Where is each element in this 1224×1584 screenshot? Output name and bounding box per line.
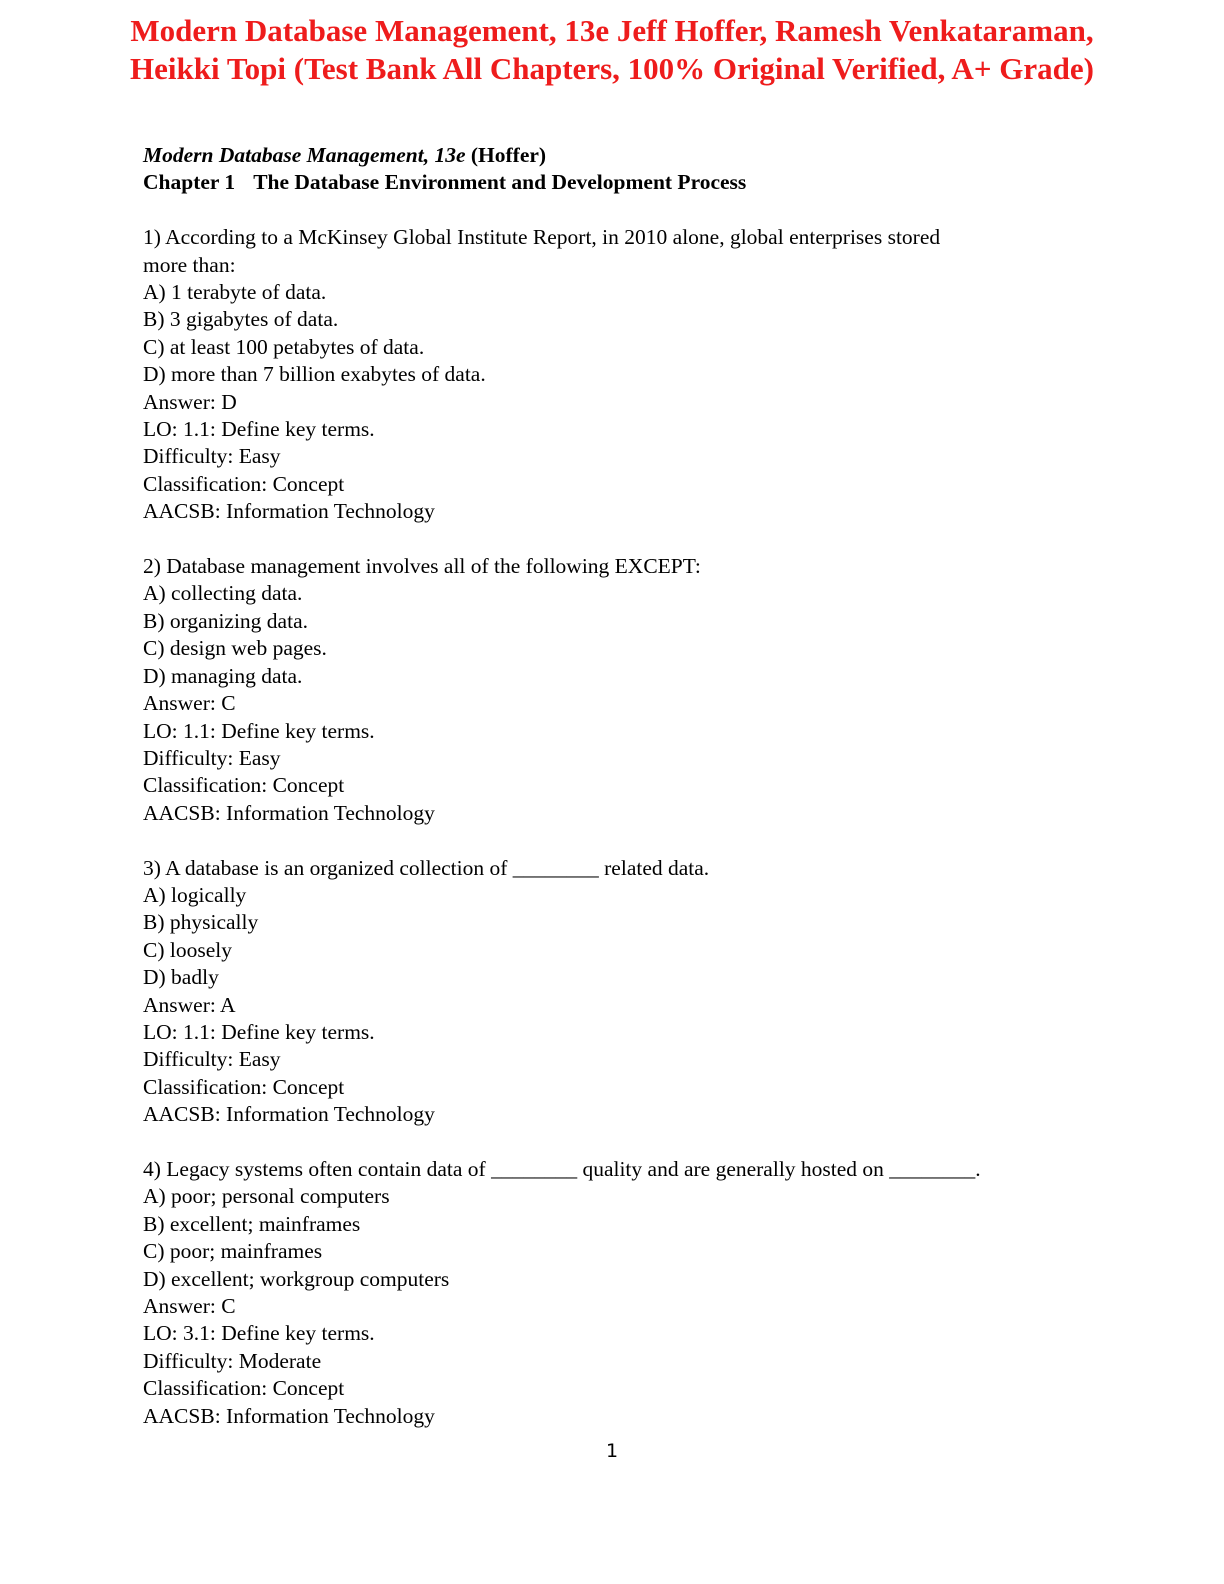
answer: Answer: A bbox=[143, 992, 236, 1017]
answer: Answer: C bbox=[143, 691, 236, 716]
aacsb: AACSB: Information Technology bbox=[143, 499, 435, 524]
option-b: B) excellent; mainframes bbox=[143, 1211, 361, 1236]
question-4 bbox=[143, 1156, 1143, 1430]
option-b: B) organizing data. bbox=[143, 608, 308, 633]
question-stem: 3) A database is an organized collection of ________ related data. bbox=[143, 855, 710, 880]
question-stem: 2) Database management involves all of the following EXCEPT: bbox=[143, 554, 701, 579]
classification: Classification: Concept bbox=[143, 773, 345, 798]
page-number: 1 bbox=[605, 1440, 619, 1462]
answer: Answer: C bbox=[143, 1294, 236, 1318]
question-1 bbox=[143, 224, 1143, 525]
difficulty: Difficulty: Moderate bbox=[143, 1348, 322, 1373]
chapter-title: The Database Environment and Development Process bbox=[253, 170, 747, 195]
book-heading bbox=[143, 142, 1143, 169]
aacsb: AACSB: Information Technology bbox=[143, 1403, 435, 1428]
option-b: B) 3 gigabytes of data. bbox=[143, 307, 339, 332]
document-body bbox=[143, 142, 1143, 1457]
learning-objective: LO: 3.1: Define key terms. bbox=[143, 1321, 375, 1346]
question-2 bbox=[143, 553, 1143, 827]
option-a: A) 1 terabyte of data. bbox=[143, 280, 327, 305]
banner-line-2: Heikki Topi (Test Bank All Chapters, 100% Original Verified, A+ Grade) bbox=[130, 51, 1094, 86]
question-stem: 4) Legacy systems often contain data of ________ quality and are generally hosted on ________. bbox=[143, 1156, 981, 1181]
aacsb: AACSB: Information Technology bbox=[143, 1102, 435, 1127]
difficulty: Difficulty: Easy bbox=[143, 1047, 281, 1072]
question-stem-continued: more than: bbox=[143, 252, 236, 277]
chapter-label: Chapter 1 bbox=[143, 170, 236, 195]
difficulty: Difficulty: Easy bbox=[143, 745, 281, 770]
question-3 bbox=[143, 855, 1143, 1129]
option-c: C) at least 100 petabytes of data. bbox=[143, 334, 425, 359]
option-c: C) design web pages. bbox=[143, 636, 327, 661]
option-c: C) loosely bbox=[143, 937, 232, 962]
option-d: D) excellent; workgroup computers bbox=[143, 1266, 450, 1291]
option-a: A) poor; personal computers bbox=[143, 1184, 390, 1209]
option-a: A) collecting data. bbox=[143, 581, 303, 606]
option-d: D) managing data. bbox=[143, 663, 303, 688]
banner-line-1: Modern Database Management, 13e Jeff Hoffer, Ramesh Venkataraman, bbox=[130, 13, 1094, 48]
question-stem: 1) According to a McKinsey Global Institute Report, in 2010 alone, global enterprises stored bbox=[143, 225, 941, 250]
option-b: B) physically bbox=[143, 910, 259, 935]
classification: Classification: Concept bbox=[143, 1376, 345, 1401]
learning-objective: LO: 1.1: Define key terms. bbox=[143, 718, 375, 743]
option-c: C) poor; mainframes bbox=[143, 1239, 323, 1264]
learning-objective: LO: 1.1: Define key terms. bbox=[143, 1019, 375, 1044]
option-a: A) logically bbox=[143, 882, 247, 907]
option-d: D) badly bbox=[143, 965, 219, 990]
document-banner bbox=[0, 12, 1224, 88]
book-title: Modern Database Management, 13e bbox=[143, 143, 466, 167]
aacsb: AACSB: Information Technology bbox=[143, 800, 435, 825]
answer: Answer: D bbox=[143, 389, 237, 414]
chapter-heading bbox=[143, 169, 1143, 196]
option-d: D) more than 7 billion exabytes of data. bbox=[143, 362, 486, 387]
book-author: (Hoffer) bbox=[465, 143, 547, 167]
classification: Classification: Concept bbox=[143, 471, 345, 496]
difficulty: Difficulty: Easy bbox=[143, 444, 281, 469]
learning-objective: LO: 1.1: Define key terms. bbox=[143, 417, 375, 442]
classification: Classification: Concept bbox=[143, 1074, 345, 1099]
